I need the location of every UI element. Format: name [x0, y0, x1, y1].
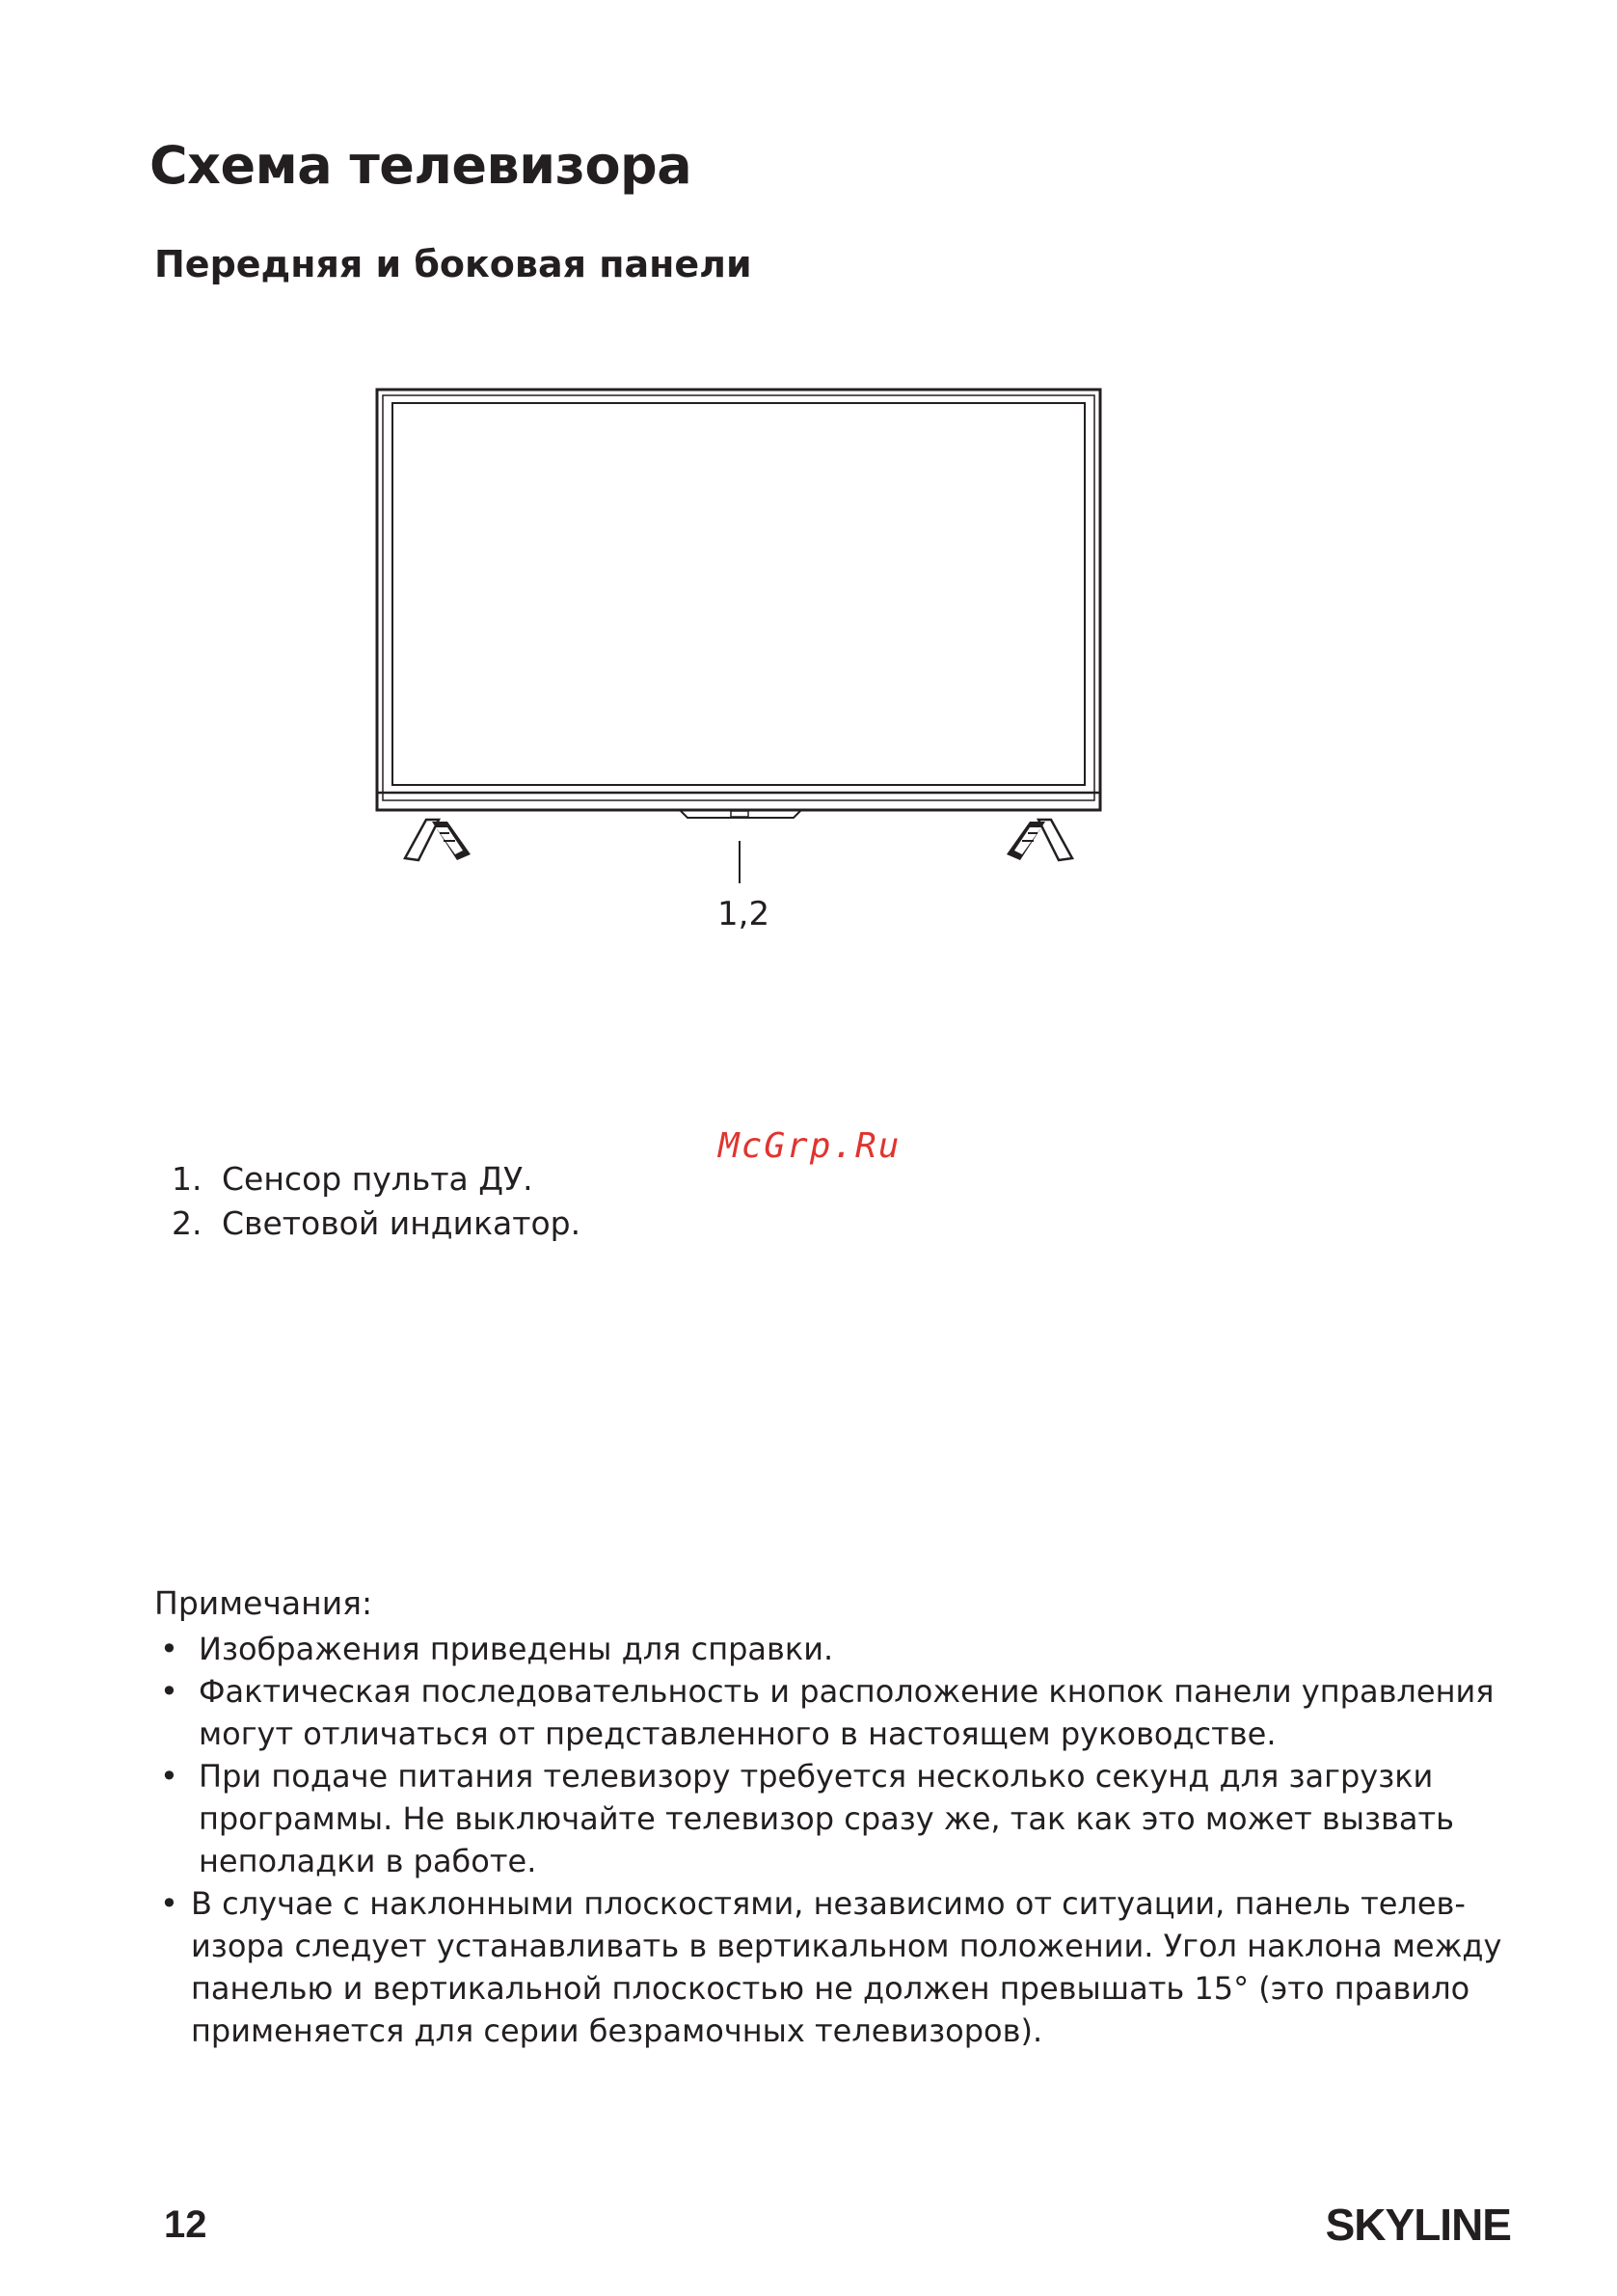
note-item [154, 1670, 1523, 1755]
bullet-icon: • [160, 1673, 178, 1710]
tv-outer-frame [377, 390, 1100, 810]
tv-bottom-bar [377, 793, 1100, 810]
bullet-icon: • [160, 1758, 178, 1795]
note-text: Фактическая последовательность и расположение кнопок панели управления могут отличаться от представленного в настоящем руководстве. [199, 1673, 1495, 1752]
left-stand [405, 820, 471, 860]
legend-text: Сенсор пульта ДУ. [222, 1160, 533, 1198]
notes-list [154, 1628, 1523, 2052]
tv-inner-frame [383, 395, 1094, 800]
legend-item [172, 1157, 580, 1202]
page-title: Схема телевизора [149, 135, 692, 196]
bullet-icon: • [160, 1885, 178, 1922]
note-text: В случае с наклонными плоскостями, независимо от ситуации, панель телев-изора следует устанавливать в вертикальном положении. Угол наклона между панелью и вертикальной плоскостью не должен превышать 15° (это правило применяется для серии безрамочных телевизоров). [191, 1885, 1502, 2049]
legend-number: 2. [172, 1204, 202, 1242]
callout-label: 1,2 [717, 895, 770, 933]
legend-item [172, 1202, 580, 1246]
legend-text: Световой индикатор. [222, 1204, 581, 1242]
note-item [154, 1755, 1523, 1882]
watermark: McGrp.Ru [718, 1126, 902, 1166]
bullet-icon: • [160, 1631, 178, 1667]
page-number: 12 [164, 2203, 207, 2246]
note-text: Изображения приведены для справки. [199, 1631, 834, 1667]
note-text: При подаче питания телевизору требуется несколько секунд для загрузки программы. Не выключайте телевизор сразу же, так как это может вызвать неполадки в работе. [199, 1758, 1455, 1879]
notes-section [154, 1581, 1523, 2052]
sensor-window [731, 811, 748, 817]
note-item [154, 1628, 1523, 1670]
legend-number: 1. [172, 1160, 202, 1198]
tv-screen [392, 403, 1085, 785]
note-item [154, 1882, 1522, 2052]
component-legend [172, 1157, 580, 1246]
right-stand [1007, 820, 1072, 860]
brand-logo: SKYLINE [1325, 2200, 1511, 2250]
tv-front-diagram [366, 376, 1118, 955]
section-subtitle: Передняя и боковая панели [154, 243, 752, 285]
notes-heading: Примечания: [154, 1584, 373, 1622]
